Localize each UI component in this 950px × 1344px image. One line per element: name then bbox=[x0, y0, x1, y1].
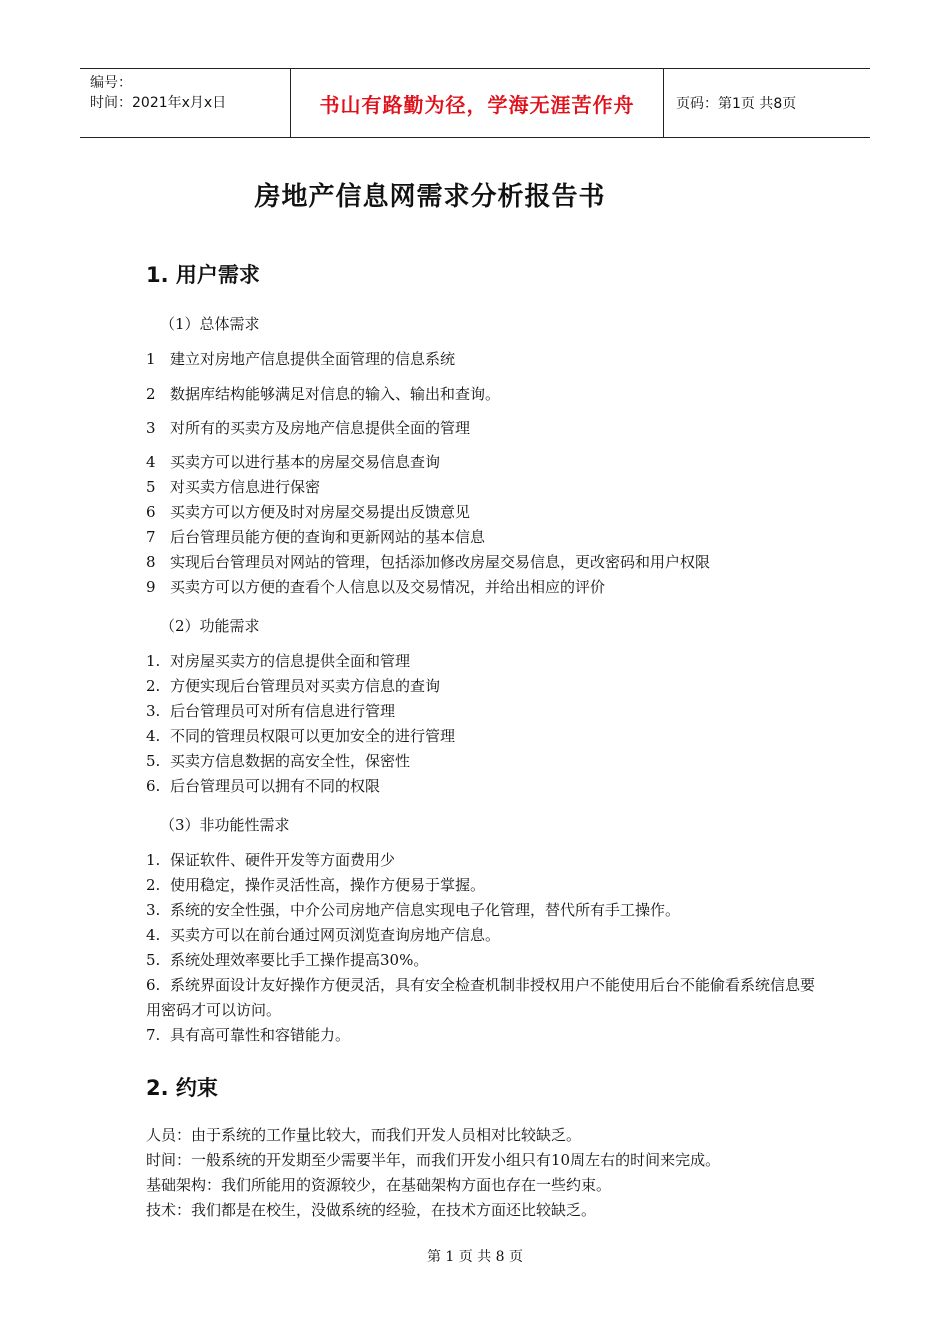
list-item: 5. 系统处理效率要比手工操作提高30%。 bbox=[146, 951, 429, 969]
header-page-info: 页码：第1页 共8页 bbox=[676, 96, 797, 112]
page-header bbox=[80, 68, 870, 138]
list-item: 2 数据库结构能够满足对信息的输入、输出和查询。 bbox=[146, 384, 501, 403]
list-item: 3. 后台管理员可对所有信息进行管理 bbox=[146, 702, 396, 720]
constraint-line: 技术：我们都是在校生，没做系统的经验，在技术方面还比较缺乏。 bbox=[146, 1201, 597, 1219]
section-heading-constraints: 2. 约束 bbox=[146, 1076, 218, 1100]
list-item: 6. 系统界面设计友好操作方便灵活，具有安全检查机制非授权用户不能使用后台不能偷看系统信息要用密码才可以访问。 bbox=[146, 976, 816, 1019]
doc-title: 房地产信息网需求分析报告书 bbox=[254, 182, 606, 212]
list-item: 3 对所有的买卖方及房地产信息提供全面的管理 bbox=[146, 419, 471, 437]
list-item: 7. 具有高可靠性和容错能力。 bbox=[146, 1026, 351, 1044]
section-heading-user-requirements: 1. 用户需求 bbox=[146, 263, 260, 287]
functional-list bbox=[146, 649, 826, 799]
subsection-overall-label: （1）总体需求 bbox=[160, 315, 260, 333]
list-item: 4. 买卖方可以在前台通过网页浏览查询房地产信息。 bbox=[146, 926, 501, 944]
constraint-line: 人员：由于系统的工作量比较大，而我们开发人员相对比较缺乏。 bbox=[146, 1126, 582, 1144]
doc-date: 时间：2021年x月x日 bbox=[90, 95, 227, 111]
list-item: 6 买卖方可以方便及时对房屋交易提出反馈意见 bbox=[146, 503, 471, 521]
list-item: 6. 后台管理员可以拥有不同的权限 bbox=[146, 777, 381, 795]
subsection-nonfunctional-label: （3）非功能性需求 bbox=[160, 816, 290, 834]
header-meta bbox=[80, 69, 290, 137]
list-item: 5. 买卖方信息数据的高安全性，保密性 bbox=[146, 752, 411, 770]
list-item: 1. 对房屋买卖方的信息提供全面和管理 bbox=[146, 652, 411, 670]
overall-list-b bbox=[146, 450, 826, 600]
list-item: 7 后台管理员能方便的查询和更新网站的基本信息 bbox=[146, 528, 486, 546]
overall-list-a bbox=[146, 342, 826, 446]
list-item: 1 建立对房地产信息提供全面管理的信息系统 bbox=[146, 350, 456, 368]
constraint-line: 基础架构：我们所能用的资源较少，在基础架构方面也存在一些约束。 bbox=[146, 1176, 612, 1194]
list-item: 9 买卖方可以方便的查看个人信息以及交易情况，并给出相应的评价 bbox=[146, 578, 606, 596]
page-footer: 第 1 页 共 8 页 bbox=[426, 1249, 524, 1265]
list-item: 4 买卖方可以进行基本的房屋交易信息查询 bbox=[146, 453, 441, 471]
header-motto: 书山有路勤为径，学海无涯苦作舟 bbox=[290, 69, 664, 137]
list-item: 5 对买卖方信息进行保密 bbox=[146, 478, 321, 496]
list-item: 4. 不同的管理员权限可以更加安全的进行管理 bbox=[146, 727, 456, 745]
constraint-line: 时间：一般系统的开发期至少需要半年，而我们开发小组只有10周左右的时间来完成。 bbox=[146, 1151, 721, 1169]
list-item: 8 实现后台管理员对网站的管理，包括添加修改房屋交易信息，更改密码和用户权限 bbox=[146, 553, 711, 571]
list-item: 1. 保证软件、硬件开发等方面费用少 bbox=[146, 851, 396, 869]
nonfunctional-list bbox=[146, 848, 826, 1048]
list-item: 3. 系统的安全性强，中介公司房地产信息实现电子化管理，替代所有手工操作。 bbox=[146, 901, 681, 919]
doc-number: 编号： bbox=[90, 75, 132, 91]
constraints-list bbox=[146, 1123, 826, 1223]
subsection-functional-label: （2）功能需求 bbox=[160, 617, 260, 635]
list-item: 2. 方便实现后台管理员对买卖方信息的查询 bbox=[146, 677, 441, 695]
list-item: 2. 使用稳定，操作灵活性高，操作方便易于掌握。 bbox=[146, 876, 486, 894]
